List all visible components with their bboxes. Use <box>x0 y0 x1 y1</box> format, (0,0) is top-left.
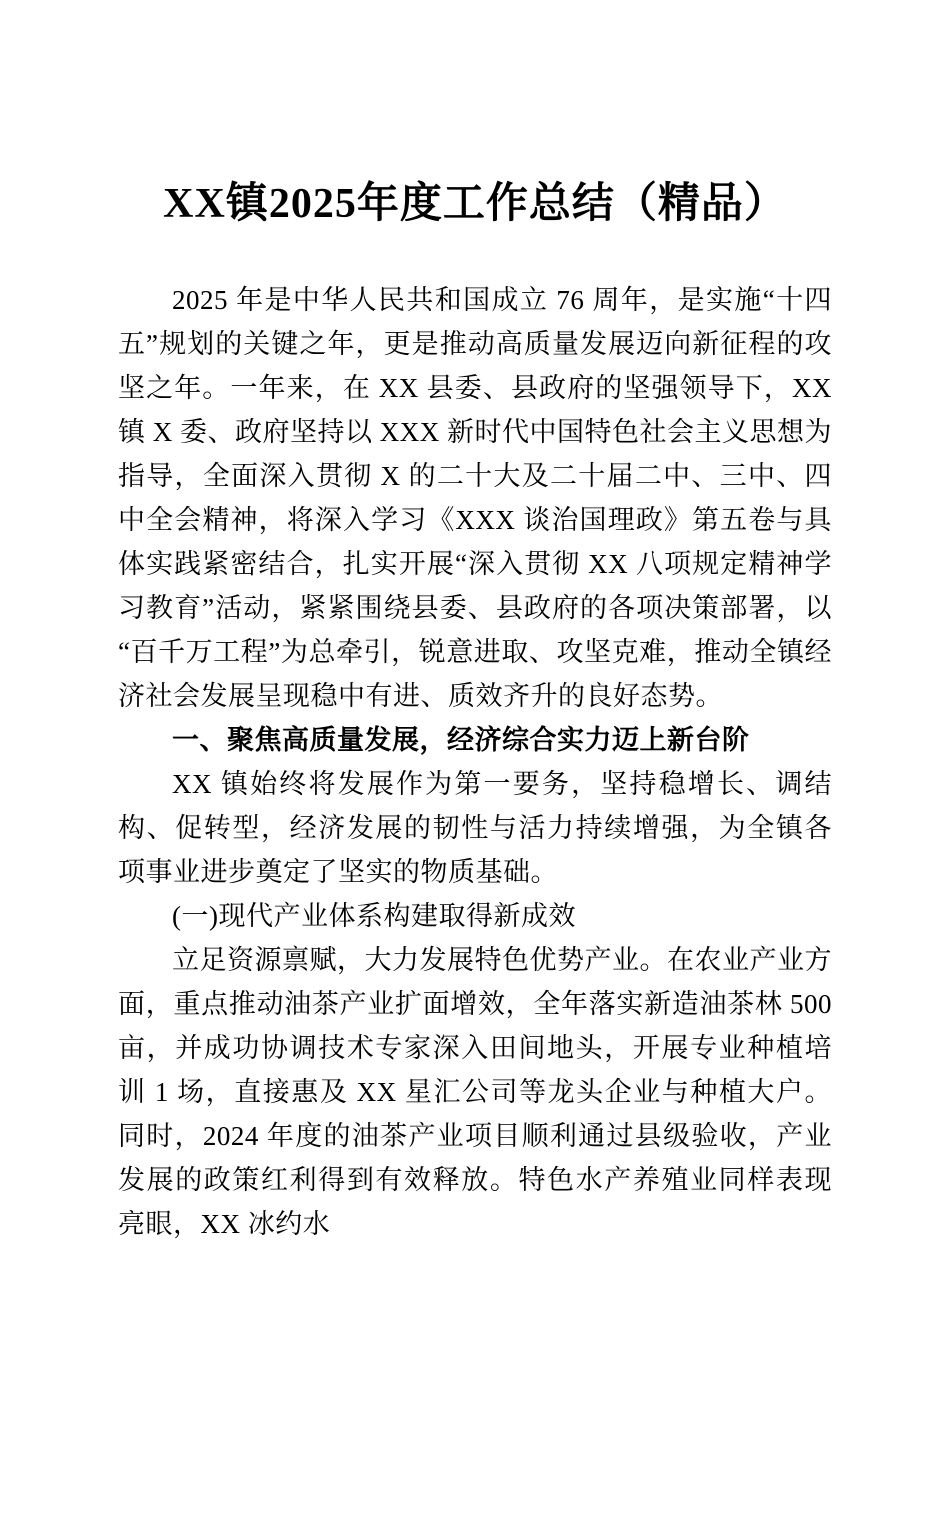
sub-section-heading: (一)现代产业体系构建取得新成效 <box>172 901 576 931</box>
paragraph-intro: 2025 年是中华人民共和国成立 76 周年，是实施“十四五”规划的关键之年，更是推动高质量发展迈向新征程的攻坚之年。一年来，在 XX 县委、县政府的坚强领导下，XX 镇 X 委、政府坚持以 XXX 新时代中国特色社会主义思想为指导，全面深入贯彻 X 的二十大及二十届二中、三中、四中全会精神，将深入学习《XXX 谈治国理政》第五卷与具体实践紧密结合，扎实开展“深入贯彻 XX 八项规定精神学习教育”活动，紧紧围绕县委、县政府的各项决策部署，以“百千万工程”为总牵引，锐意进取、攻坚克难，推动全镇经济社会发展呈现稳中有进、质效齐升的良好态势。 <box>118 285 832 711</box>
document-title <box>118 176 832 232</box>
section-heading: 一、聚焦高质量发展，经济综合实力迈上新台阶 <box>172 725 750 755</box>
document-page <box>0 176 950 1520</box>
paragraph-section-lead: XX 镇始终将发展作为第一要务，坚持稳增长、调结构、促转型，经济发展的韧性与活力持续增强，为全镇各项事业进步奠定了坚实的物质基础。 <box>118 769 832 887</box>
document-title-text: XX镇2025年度工作总结（精品） <box>163 181 787 227</box>
paragraph-industry: 立足资源禀赋，大力发展特色优势产业。在农业产业方面，重点推动油茶产业扩面增效，全年落实新造油茶林 500 亩，并成功协调技术专家深入田间地头，开展专业种植培训 1 场，直接惠及 XX 星汇公司等龙头企业与种植大户。同时，2024 年度的油茶产业项目顺利通过县级验收，产业发展的政策红利得到有效释放。特色水产养殖业同样表现亮眼，XX 冰约水 <box>118 945 832 1239</box>
